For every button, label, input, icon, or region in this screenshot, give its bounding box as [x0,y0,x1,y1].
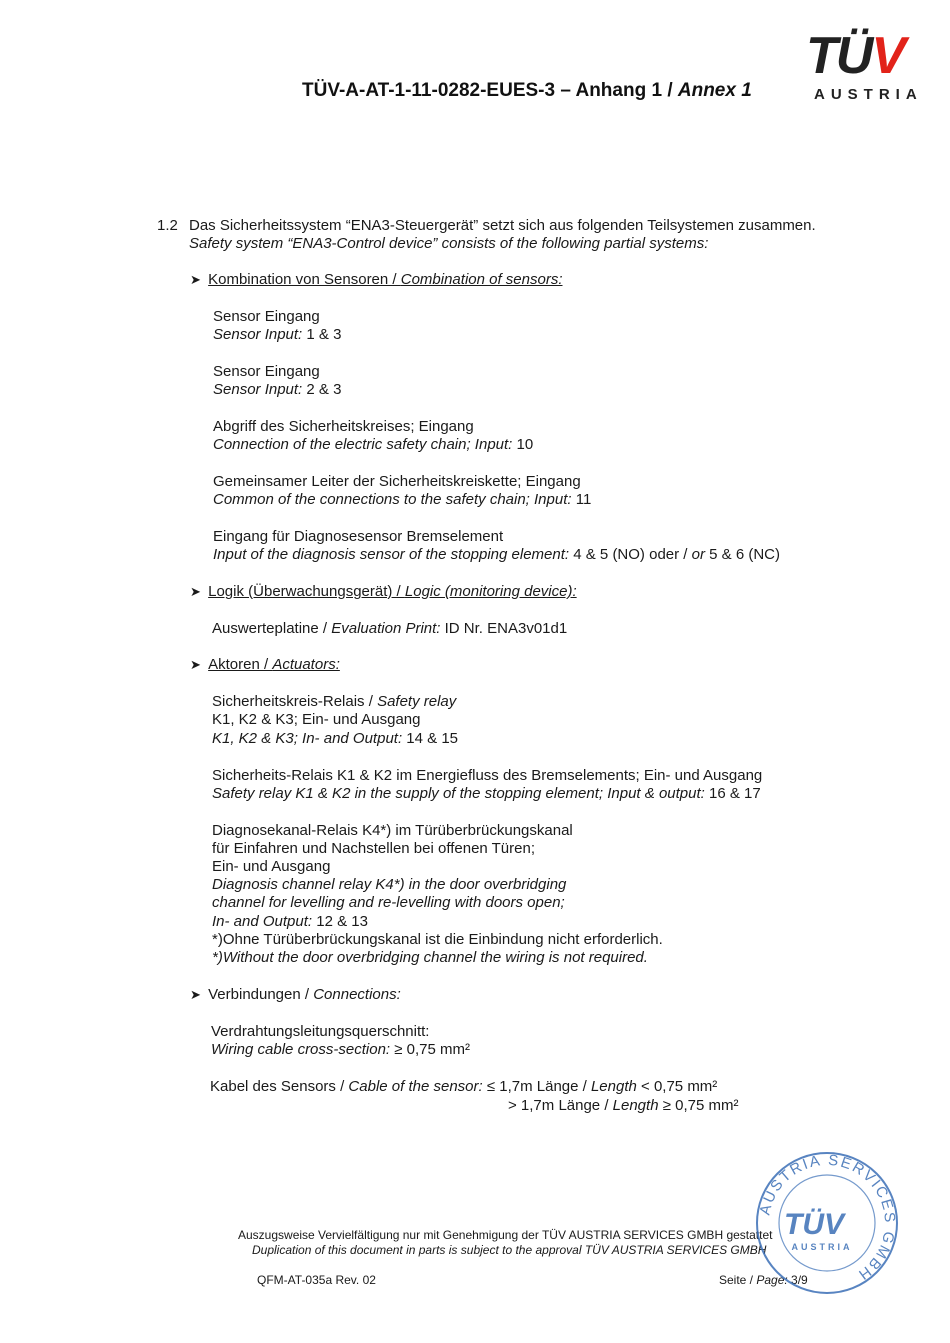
diag-line3: Ein- und Ausgang [212,858,331,875]
sensor-item-4-value: 11 [571,491,592,508]
cable-value1: ≤ 1,7m Länge / [482,1078,591,1095]
cable-de: Kabel des Sensors / [210,1078,349,1095]
relay1-line3-value: 14 & 15 [402,730,459,747]
logic-heading [190,583,577,601]
section-number: 1.2 [157,217,178,234]
sensor-item-2-value: 2 & 3 [302,381,342,398]
logic-line-value: ID Nr. ENA3v01d1 [440,620,568,637]
logic-line [212,620,567,638]
diag-line4: Diagnosis channel relay K4*) in the door overbridging [212,876,567,893]
logic-line-en: Evaluation Print: [331,620,441,637]
relay1-de: Sicherheitskreis-Relais / [212,693,378,710]
sensor-item-1-de: Sensor Eingang [213,308,320,325]
sensor-item-5-de: Eingang für Diagnosesensor Bremselement [213,528,504,545]
sensor-item-5-en [213,546,780,564]
footer-note-en: Duplication of this document in parts is subject to the approval TÜV AUSTRIA SERVICES GMBH [252,1243,767,1257]
stamp-center-text: TÜV [784,1208,844,1241]
sensor-item-2-label: Sensor Input: [213,381,303,398]
sensors-heading-de: Kombination von Sensoren / [208,271,401,288]
cable-line1 [210,1078,717,1096]
relay1-line3-en: K1, K2 & K3; In- and Output: [212,730,403,747]
diag-line6 [212,913,368,931]
bullet-arrow-icon: ➤ [190,584,209,599]
sensor-item-4-en [213,491,591,509]
diag-line7: *)Ohne Türüberbrückungskanal ist die Einbindung nicht erforderlich. [212,931,663,948]
bullet-arrow-icon: ➤ [190,657,209,672]
bullet-arrow-icon: ➤ [190,272,209,287]
logic-heading-de: Logik (Überwachungsgerät) / [208,583,405,600]
wiring-en: Wiring cable cross-section: [211,1041,391,1058]
relay1-en: Safety relay [377,693,457,710]
document-title [302,80,752,102]
wiring-en-line [211,1041,470,1059]
diag-line5: channel for levelling and re-levelling with doors open; [212,894,565,911]
sensor-item-3-de: Abgriff des Sicherheitskreises; Eingang [213,418,474,435]
logo-tu: TÜ [806,27,872,85]
cable-value2: > 1,7m Länge / [508,1097,613,1114]
sensor-item-3-value: 10 [512,436,534,453]
title-main: TÜV-A-AT-1-11-0282-EUES-3 – Anhang 1 / [302,80,678,101]
relay1-line3 [212,730,458,748]
sensors-heading [190,271,563,289]
sensor-item-1-value: 1 & 3 [302,326,342,343]
wiring-value: ≥ 0,75 mm² [390,1041,471,1058]
title-annex: Annex 1 [677,80,752,101]
sensor-item-5-label: Input of the diagnosis sensor of the stopping element: [213,546,570,563]
wiring-de: Verdrahtungsleitungsquerschnitt: [211,1023,430,1040]
connections-heading-en: Connections: [313,986,401,1003]
intro-de: Das Sicherheitssystem “ENA3-Steuergerät” setzt sich aus folgenden Teilsystemen zusammen. [189,217,816,234]
logo-v: V [871,27,905,85]
sensor-item-4-label: Common of the connections to the safety chain; Input: [213,491,572,508]
sensor-item-3-en [213,436,533,454]
relay2-de: Sicherheits-Relais K1 & K2 im Energiefluss des Bremselements; Ein- und Ausgang [212,767,763,784]
form-id: QFM-AT-035a Rev. 02 [257,1273,376,1287]
diag-line6-en: In- and Output: [212,913,313,930]
connections-heading-de: Verbindungen / [208,986,314,1003]
company-stamp [752,1148,902,1298]
relay2-value: 16 & 17 [704,785,761,802]
diag-line8: *)Without the door overbridging channel the wiring is not required. [212,949,648,966]
sensor-item-2-de: Sensor Eingang [213,363,320,380]
relay2-en: Safety relay K1 & K2 in the supply of the stopping element; Input & output: [212,785,705,802]
cable-length-label2: Length [612,1097,659,1114]
cable-value1b: < 0,75 mm² [636,1078,718,1095]
logic-heading-en: Logic (monitoring device): [404,583,577,600]
cable-value2b: ≥ 0,75 mm² [658,1097,739,1114]
sensor-item-5-value: 4 & 5 (NO) oder / [569,546,692,563]
cable-line2 [508,1097,738,1115]
sensor-item-3-label: Connection of the electric safety chain; Input: [213,436,513,453]
cable-length-label1: Length [590,1078,637,1095]
page-en: Page: [756,1273,788,1287]
cable-en: Cable of the sensor: [348,1078,483,1095]
sensor-item-2-en [213,381,341,399]
sensor-item-1-label: Sensor Input: [213,326,303,343]
relay1-line1 [212,693,456,711]
logo-austria: AUSTRIA [814,86,923,103]
stamp-ring-text: AUSTRIA SERVICES GMBH [756,1151,899,1284]
bullet-arrow-icon: ➤ [190,987,209,1002]
sensor-item-5-or: or [691,546,705,563]
connections-heading [190,986,401,1004]
relay2-en-line [212,785,761,803]
sensor-item-4-de: Gemeinsamer Leiter der Sicherheitskreiskette; Eingang [213,473,581,490]
actuators-heading [190,656,340,674]
actuators-heading-en: Actuators: [272,656,340,673]
sensor-item-1-en [213,326,341,344]
diag-line6-value: 12 & 13 [312,913,368,930]
page-value: 3/9 [787,1273,808,1287]
footer-note-de: Auszugsweise Vervielfältigung nur mit Genehmigung der TÜV AUSTRIA SERVICES GMBH gestattet [238,1228,773,1242]
tuv-austria-logo [806,27,936,105]
sensor-item-5-value2: 5 & 6 (NC) [704,546,780,563]
stamp-sub-text: AUSTRIA [791,1242,853,1252]
diag-line2: für Einfahren und Nachstellen bei offenen Türen; [212,840,535,857]
page-de: Seite / [719,1273,757,1287]
relay1-line2: K1, K2 & K3; Ein- und Ausgang [212,711,421,728]
diag-line1: Diagnosekanal-Relais K4*) im Türüberbrückungskanal [212,822,573,839]
intro-en: Safety system “ENA3-Control device” consists of the following partial systems: [189,235,709,252]
logo-wordmark [806,27,905,85]
sensors-heading-en: Combination of sensors: [400,271,563,288]
logic-line-de: Auswerteplatine / [212,620,332,637]
actuators-heading-de: Aktoren / [208,656,273,673]
